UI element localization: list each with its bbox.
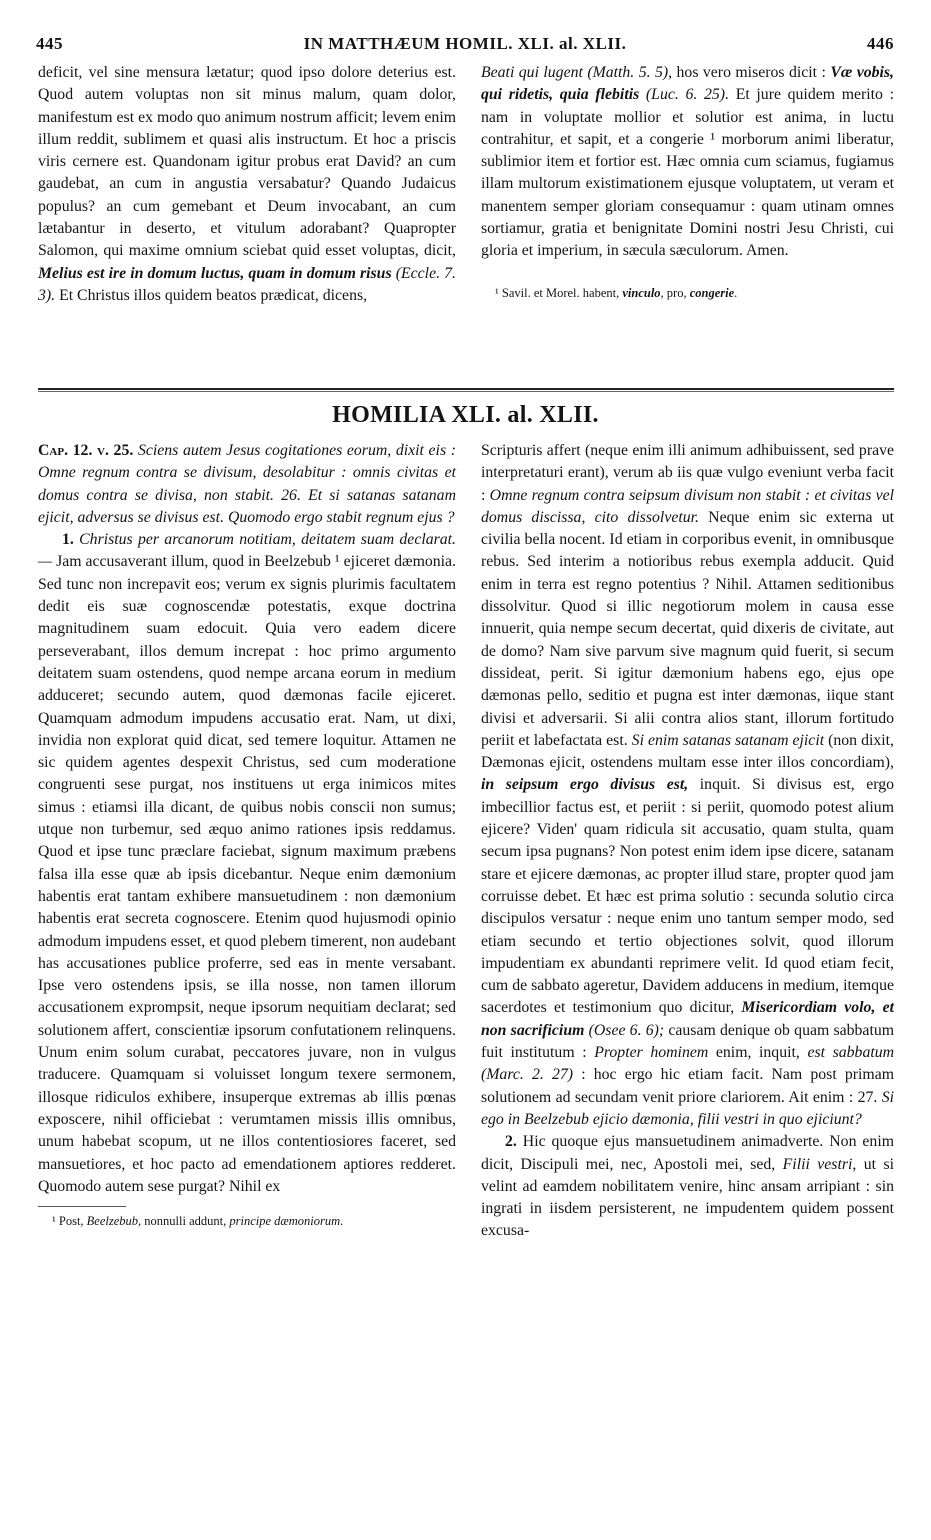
bottom-footnote xyxy=(38,1213,456,1230)
bottom-footnote-text: Post, xyxy=(58,1214,84,1229)
sabbatum-quote: est sabbatum xyxy=(807,1044,895,1062)
homily-title: HOMILIA XLI. al. XLII. xyxy=(332,402,599,428)
satanas-quote: Si enim satanas satanam ejicit xyxy=(631,731,825,749)
running-title: IN MATTHÆUM HOMIL. XLI. al. XLII. xyxy=(303,34,627,53)
top-footnote xyxy=(481,285,894,302)
section-1-number: 1. xyxy=(62,531,74,549)
chapter-text: Sciens autem Jesus cogitationes eorum, dixit eis : Omne regnum contra se divisum, desolabitur : omnis civitas et domus contra se divisa, non stabit. 26. Et si satanas satanam ejicit, adversus se divisus est. Quomodo ergo stabit regnum ejus ? xyxy=(38,442,456,526)
bottom-footnote-mid: , nonnulli addunt, xyxy=(138,1214,227,1229)
top-right-paragraph xyxy=(481,62,894,263)
bottom-footnote-word-2: principe dæmoniorum xyxy=(229,1214,341,1229)
luke-quote: Væ vobis, qui ridetis, quia flebitis xyxy=(481,64,894,104)
bottom-right-text-2: Neque enim sic externa ut civilia bella nocent. Id etiam in corporibus evenit, in omnibusque rebus. Sed interim a notioribus rebus exempla adducit. Quid enim in terra est regno potentius ? Nihil. Attamen seditionibus dissolvitur. Quod si illic negotiorum molem in causa esse innuerit, quia nempe secum decertat, quid dixeris de civitate, aut de domo? Nam sive parvum sive magnum quid fuerit, si secum dissideat, perit. Si igitur dæmonium habens ego, ejus ope dæmonas pello, seditio et pugna est inter dæmonas, iique stant divisi et adversarii. Si alii contra alios stant, illorum fortitudo periit et labefactata est. xyxy=(481,508,895,749)
top-footnote-word-1: vinculo xyxy=(622,285,661,300)
section-2-paragraph xyxy=(481,1131,894,1242)
ecclesiastes-quote: Melius est ire in domum luctus, quam in domum risus xyxy=(38,264,392,282)
bottom-right-text-3: (non dixit, Dæmonas ejicit, ostendens multam esse inter illos concordiam), xyxy=(481,731,895,772)
bottom-footnote-word-1: Beelzebub xyxy=(86,1214,139,1229)
bottom-right-column xyxy=(481,440,894,1243)
top-left-tail: Et Christus illos quidem beatos prædicat, dicens, xyxy=(59,286,368,304)
beelzebub-quote: Si ego in Beelzebub ejicio dæmonia, filii vestri in quo ejiciunt? xyxy=(481,1088,895,1128)
misericordiam-quote: Misericordiam volo, et non sacrificium xyxy=(481,999,895,1039)
footnote-rule xyxy=(38,1206,126,1207)
bottom-footnote-mark: ¹ xyxy=(52,1214,56,1229)
chapter-verse-heading xyxy=(38,440,456,529)
bottom-right-text-7: : hoc ergo hic etiam facit. Nam post primam solutionem ad secundam venit priore clariorem. Ait enim : 27. xyxy=(481,1066,894,1106)
top-right-text-1: hos vero miseros dicit : xyxy=(676,64,826,81)
section-2-text-2: , ut si velint ad eamdem nobilitatem venire, hinc ansam arripiant : sin ingrati in iisdem persisterent, ne impudentem quidem possent excusa- xyxy=(481,1155,895,1240)
top-left-paragraph xyxy=(38,62,456,307)
bottom-right-text-4: inquit. Si divisus est, ergo imbecillior factus est, et periit : si periit, quomodo potest alium ejicere? Viden' quam ridicula sit accusatio, quam stulta, quam secum ipsa pugnans? Non potest enim idem ipse dicere, satanam stare et ejicere dæmonas, ac propter illud stare, propter quod jam corruisse debet. Et hæc est prima solutio : secunda solutio circa discipulos versatur : neque enim uno tantum semper modo, sed etiam secundo et tertio objectiones solvit, quod illorum impudentiam ex abundanti reprimere velit. Id quod etiam fecit, cum de sabbato ageretur, Davidem adducens in medium, itemque sacerdotes et testimonium quo dicitur, xyxy=(481,776,894,1017)
section-divider xyxy=(38,388,894,392)
marc-ref: (Marc. 2. 27) xyxy=(481,1066,574,1084)
top-footnote-text: Savil. et Morel. habent, xyxy=(501,285,620,300)
osee-ref: (Osee 6. 6); xyxy=(588,1021,665,1039)
ecclesiastes-ref: (Eccle. 7. 3). xyxy=(38,264,457,304)
running-head xyxy=(36,34,894,58)
filii-vestri-quote: Filii vestri xyxy=(782,1155,853,1173)
section-2-text-1: Hic quoque ejus mansuetudinem animadverte. Non enim dicit, Discipuli mei, nec, Apostoli mei, sed, xyxy=(481,1133,894,1173)
section-2-number: 2. xyxy=(505,1133,517,1151)
top-footnote-mid: , pro, xyxy=(660,285,687,300)
section-1-summary: Christus per arcanorum notitiam, deitatem suam declarat. — xyxy=(38,531,456,571)
section-1-text: Jam accusaverant illum, quod in Beelzebub ¹ ejiceret dæmonia. Sed tunc non increpavit eos; verum ex signis plurimis facultatem dedit eis suæ cognoscendæ potestatis, exque doctrina magnitudinem suam edocuit. Quia vero eadem dicere perseverabant, illos demum increpat : hoc primo argumento deitatem suam ostendens, quod nempe arcana eorum in medium adduceret; secundo autem, quod dæmonas facile ejiceret. Quamquam admodum impudens accusatio erat. Nam, ut dixi, invidia non explorat quid dicat, sed temere loquitur. Attamen ne sic quidem agentes despexit Christus, sed cum moderatione congruenti sese purgat, nos instituens ut erga inimicos mites simus : etiamsi illa dicant, de quibus nobis conscii non sumus; utque non turbemur, sed æquo animo rationes ipsis reddamus. Quod et ipse tunc præclare faciebat, signum maximum præbens falsa illa esse quæ ab ipsis dicebantur. Neque enim dæmonium habentis erat tantam exhibere mansuetudinem : non dæmonium habentis erat secreta cognoscere. Etenim quod hujusmodi opinio admodum impudens esset, et quod plebem timerent, non audebant has accusationes publice proferre, sed eas in mente versabant. Ipse vero ostendens ipsis, se illa nosse, non tamen illorum accusationem exprompsit, neque ipsorum nequitiam declarat; sed solutionem affert, conscientiæ ipsorum confutationem relinquens. Unum enim solum curabat, peccatores juvare, non in vulgus traducere. Quamquam si voluisset longum texere sermonem, illosque ridiculos exhibere, insuperque extremas ab illis pœnas exposcere, nihil officiebat : verumtamen missis illis omnibus, unum habebat scopum, ut ne illos contentiosiores faceret, sed mansuetiores, et hoc pacto ad emendationem aptiores redderet. Quomodo autem sese purgat? Nihil ex xyxy=(38,553,457,1195)
top-left-text: deficit, vel sine mensura lætatur; quod ipso dolore deterius est. Quod autem voluptas non sit minus malum, quam dolor, manifestum est ex modo quo animum nostrum afficit; levem enim illum reddit, sublimem et quasi alis instructum. Et hoc a priscis viris cernere est. Quandonam igitur probus erat David? an cum gaudebat, an cum in angustia versabatur? Quando Judaicus populus? an cum gemebant et Deum invocabant, an cum lætabantur in deserto, et vitulum adorabant? Quapropter Salomon, qui maxime omnium sciebat quid esset voluptas, dicit, xyxy=(38,64,456,260)
top-footnote-mark: ¹ xyxy=(495,285,499,300)
omne-regnum-quote: Omne regnum contra seipsum divisum non stabit : et civitas vel domus discissa, cito dissolvetur. xyxy=(481,486,895,526)
matthew-quote: Beati qui lugent xyxy=(481,64,583,81)
bottom-right-text-6: enim, inquit, xyxy=(715,1044,800,1062)
page-number-left: 445 xyxy=(36,34,63,53)
top-left-column xyxy=(38,62,456,307)
bottom-right-text-5: causam denique ob quam sabbatum fuit institutum : xyxy=(481,1021,895,1062)
section-1-paragraph xyxy=(38,529,456,1198)
top-right-text-2: Et jure quidem merito : nam in voluptate mollior et solutior est anima, in luctu contrahitur, et sapit, et a congerie ¹ morborum animi liberatur, sublimior item et fortior est. Hæc omnia cum sciamus, fugiamus illam multorum existimationem ejusque voluptatem, ut veram et manentem semper gloriam consequamur : quam utinam omnes sortiamur, gratia et benignitate Domini nostri Jesu Christi, cui gloria et imperium, in sæcula sæculorum. Amen. xyxy=(481,86,894,260)
bottom-left-column xyxy=(38,440,456,1230)
matthew-ref: (Matth. 5. 5), xyxy=(587,64,673,81)
bottom-footnote-end: . xyxy=(340,1214,344,1229)
bottom-right-paragraph-1 xyxy=(481,440,894,1131)
top-footnote-end: . xyxy=(734,285,738,300)
top-footnote-word-2: congerie xyxy=(689,285,735,300)
bottom-right-text-1: Scripturis affert (neque enim illi animum adhibuissent, sed prave interpretaturi erant), verum ab iis quæ vulgo eveniunt verba facit : xyxy=(481,442,894,504)
in-seipsum-quote: in seipsum ergo divisus est, xyxy=(481,776,689,794)
luke-ref: (Luc. 6. 25). xyxy=(645,86,730,104)
propter-hominem-quote: Propter hominem xyxy=(594,1044,709,1062)
chapter-label: Cap. 12. v. 25. xyxy=(38,442,134,459)
page-number-right: 446 xyxy=(867,34,894,53)
top-right-column xyxy=(481,62,894,302)
